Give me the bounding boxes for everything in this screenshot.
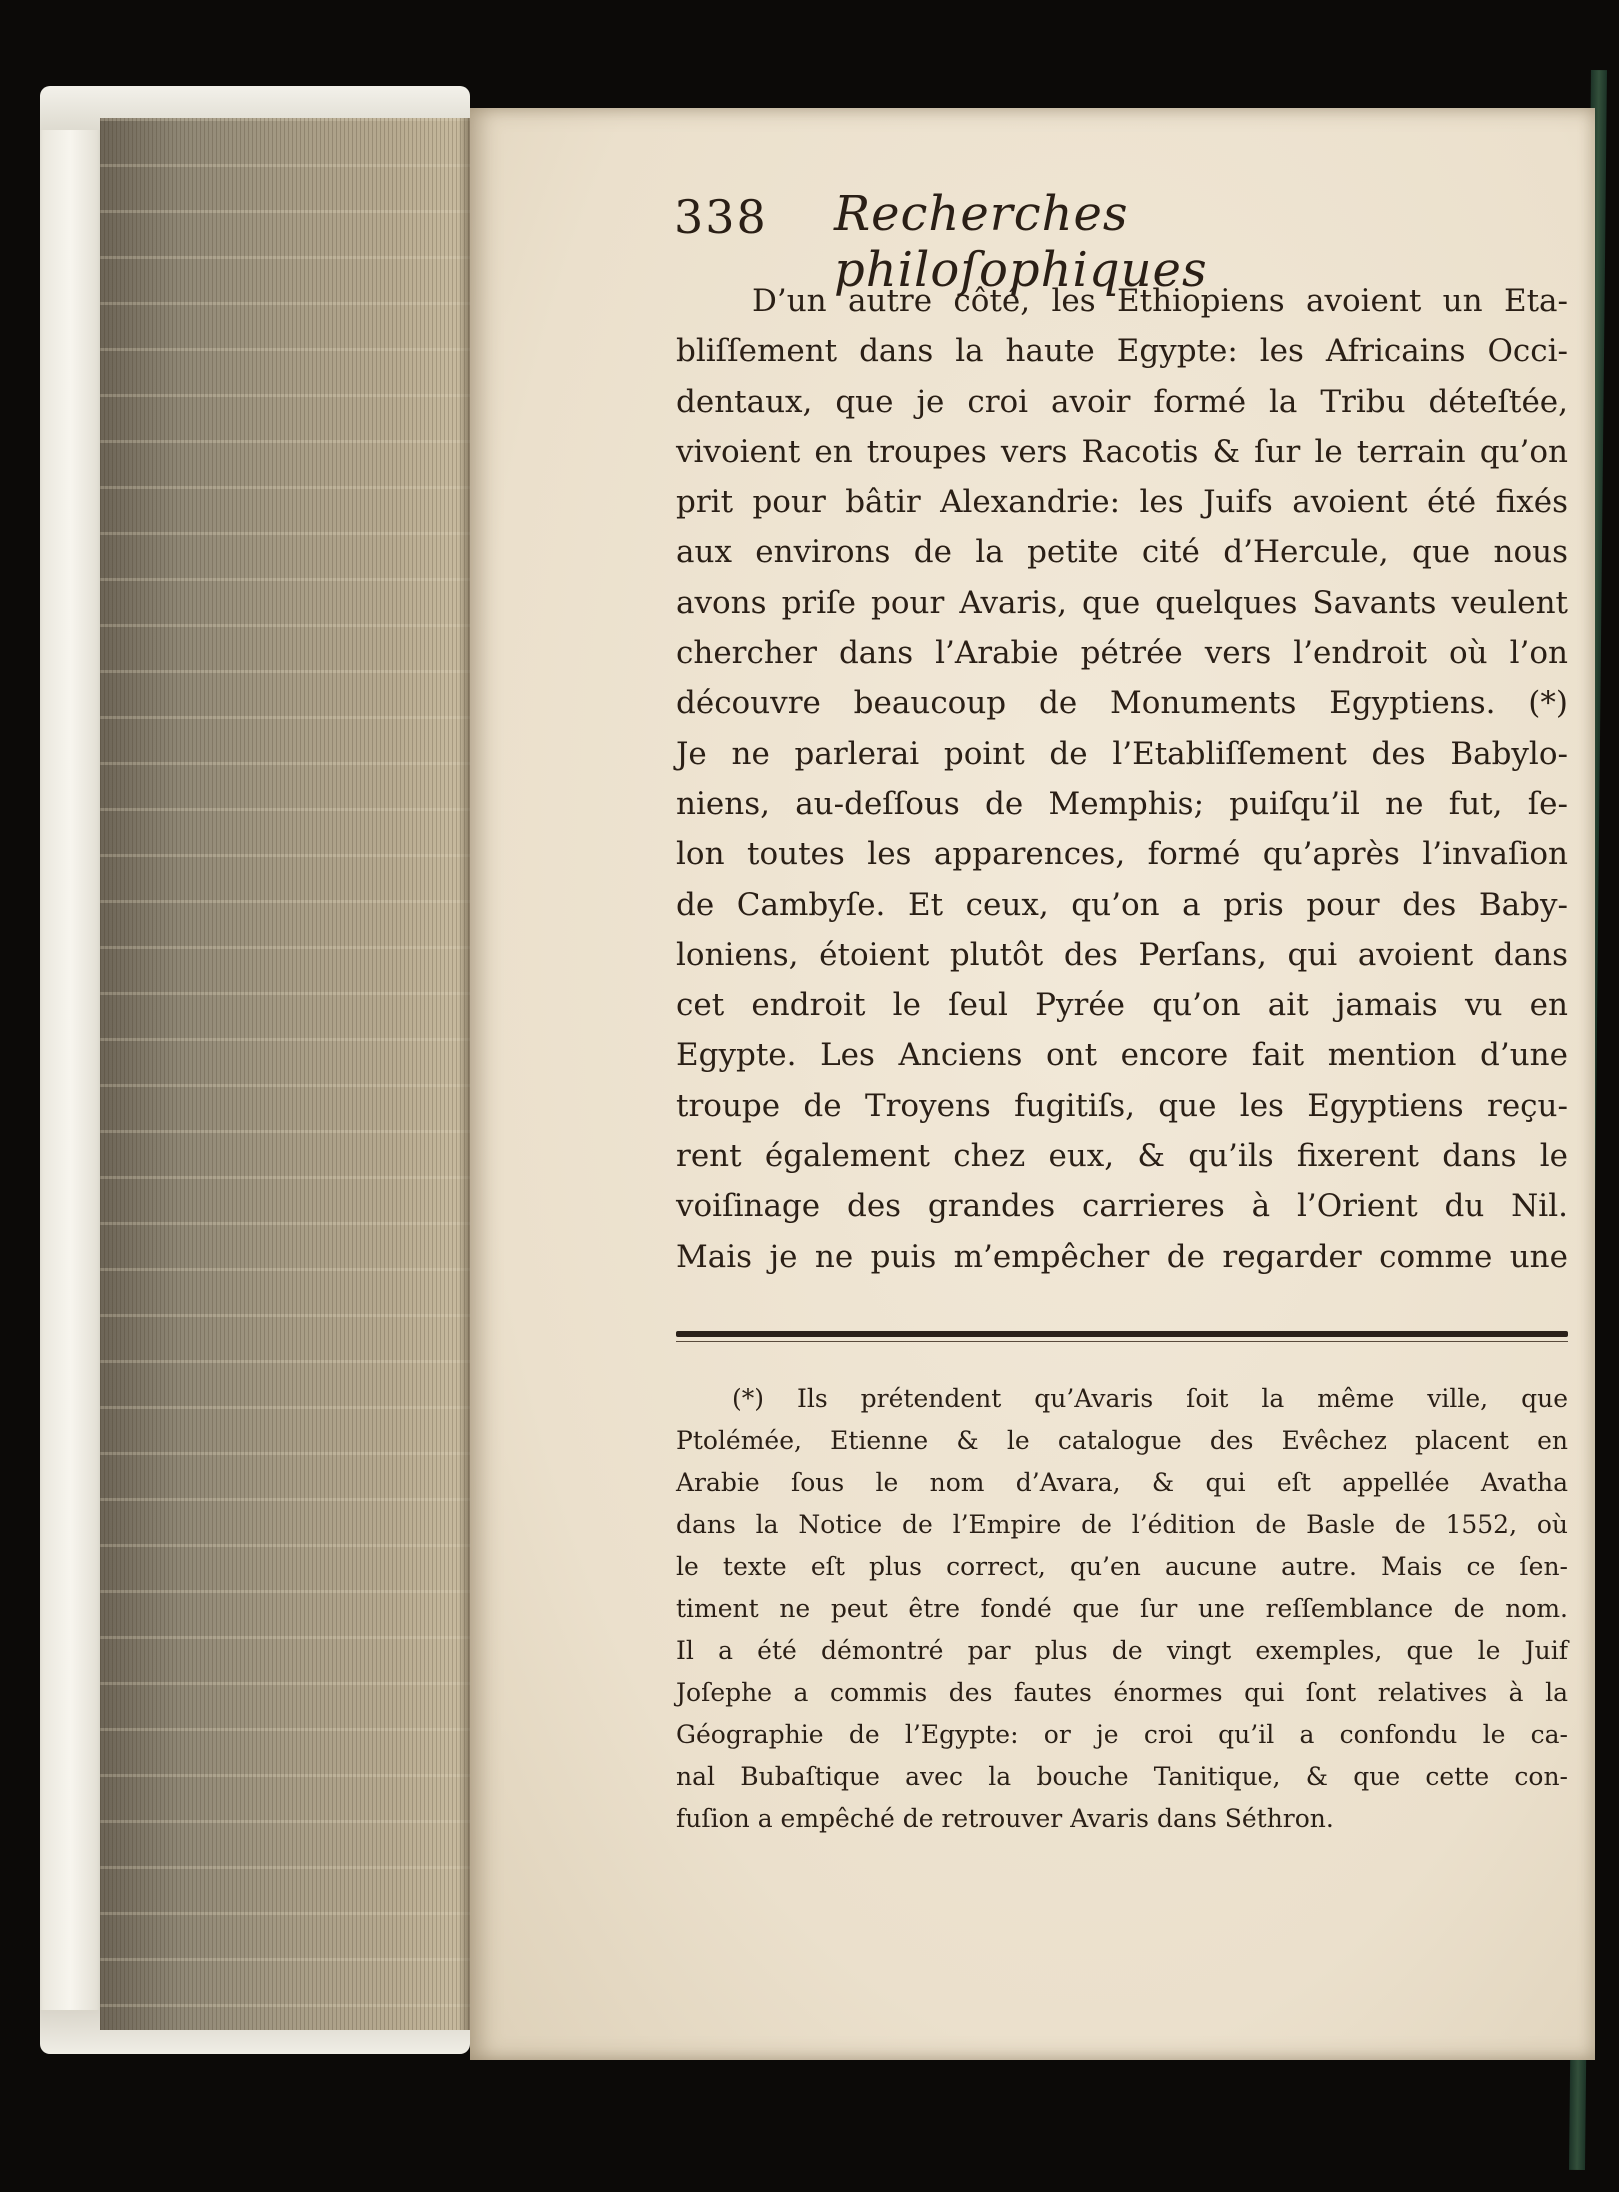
text-line: vivoient en troupes vers Racotis & ſur le terrain qu’on — [676, 433, 1568, 470]
text-line: troupe de Troyens fugitiſs, que les Egyptiens reçu- — [676, 1087, 1568, 1124]
text-line: loniens, étoient plutôt des Perſans, qui avoient dans — [676, 936, 1568, 973]
text-line: dentaux, que je croi avoir formé la Tribu déteſtée, — [676, 383, 1568, 420]
vellum-cover-spine — [40, 88, 108, 2048]
text-line: Mais je ne puis m’empêcher de regarder comme une — [676, 1238, 1568, 1275]
page-title: Recherches philoſophiques — [834, 186, 1208, 298]
footnote-line: dans la Notice de l’Empire de l’édition de Basle de 1552, où — [676, 1510, 1568, 1539]
footnote-line: fuſion a empêché de retrouver Avaris dans Séthron. — [676, 1804, 1334, 1833]
footnote-line: Géographie de l’Egypte: or je croi qu’il a confondu le ca- — [676, 1720, 1568, 1749]
footnote-line: le texte eſt plus correct, qu’en aucune autre. Mais ce ſen- — [676, 1552, 1568, 1581]
text-line: Egypte. Les Anciens ont encore fait mention d’une — [676, 1037, 1568, 1074]
footnote-line: Ptolémée, Etienne & le catalogue des Evêchez placent en — [676, 1426, 1568, 1455]
footnote-line: Il a été démontré par plus de vingt exemples, que le Juif — [676, 1636, 1568, 1665]
text-line: cet endroit le ſeul Pyrée qu’on ait jamais vu en — [676, 987, 1568, 1024]
page-number: 338 — [674, 190, 768, 244]
text-line: rent également chez eux, & qu’ils fixerent dans le — [676, 1138, 1568, 1175]
footnote — [676, 1378, 1568, 1840]
text-line: de Cambyſe. Et ceux, qu’on a pris pour des Baby- — [676, 886, 1568, 923]
text-line: lon toutes les apparences, formé qu’après l’invaſion — [676, 836, 1568, 873]
text-line: prit pour bâtir Alexandrie: les Juifs avoient été fixés — [676, 484, 1568, 521]
footnote-line: Arabie ſous le nom d’Avara, & qui eſt appellée Avatha — [676, 1468, 1568, 1497]
footnote-rule-thin — [676, 1341, 1568, 1342]
text-line: voiſinage des grandes carrieres à l’Orient du Nil. — [676, 1188, 1568, 1225]
footnote-line: (*) Ils prétendent qu’Avaris ſoit la même ville, que — [732, 1384, 1568, 1413]
text-line: niens, au-deſſous de Memphis; puiſqu’il ne fut, ſe- — [676, 785, 1568, 822]
body-text — [676, 276, 1568, 1282]
text-line: découvre beaucoup de Monuments Egyptiens. (*) — [676, 685, 1568, 722]
text-line: aux environs de la petite cité d’Hercule, que nous — [676, 534, 1568, 571]
footnote-rule — [676, 1331, 1568, 1337]
footnote-line: nal Bubaſtique avec la bouche Tanitique, & que cette con- — [676, 1762, 1568, 1791]
text-line: chercher dans l’Arabie pétrée vers l’endroit où l’on — [676, 635, 1568, 672]
page-block-fore-edge — [100, 118, 470, 2030]
text-line: D’un autre côté, les Ethiopiens avoient un Eta- — [752, 283, 1568, 319]
footnote-line: timent ne peut être fondé que ſur une reſſemblance de nom. — [676, 1594, 1568, 1623]
text-line: Je ne parlerai point de l’Etabliſſement des Babylo- — [676, 735, 1568, 772]
text-line: avons priſe pour Avaris, que quelques Savants veulent — [676, 584, 1568, 621]
running-head — [674, 180, 1434, 298]
text-line: bliſſement dans la haute Egypte: les Africains Occi- — [676, 333, 1568, 370]
footnote-line: Joſephe a commis des fautes énormes qui ſont relatives à la — [676, 1678, 1568, 1707]
